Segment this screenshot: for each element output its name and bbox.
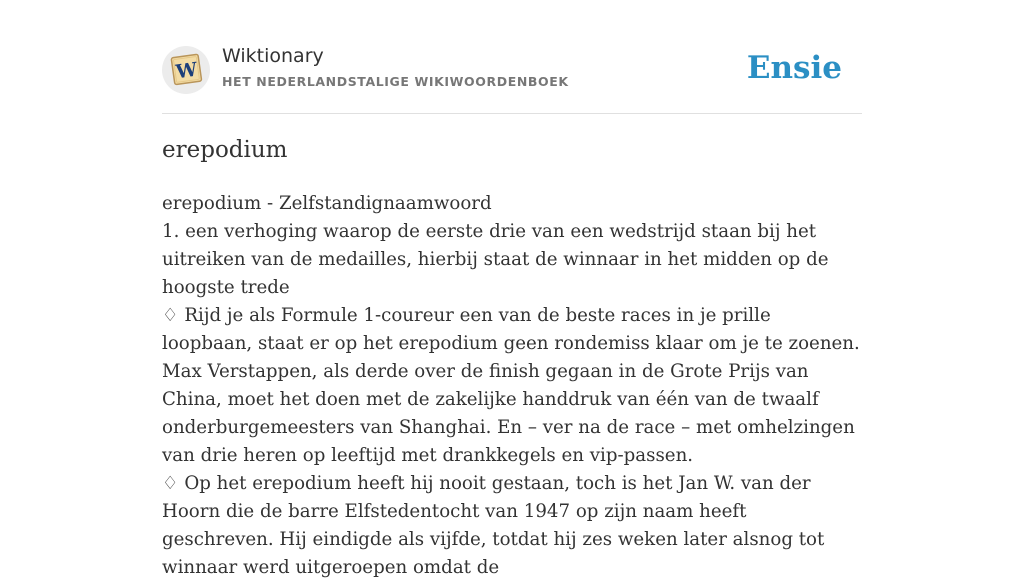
entry-title: erepodium	[162, 137, 288, 163]
logo-letter: W	[174, 58, 199, 84]
entry-content	[162, 190, 862, 582]
page	[162, 0, 862, 578]
example-text: Op het erepodium heeft hij nooit gestaan, toch is het Jan W. van der Hoorn die de barre Elfstedentocht van 1947 op zijn naam heeft geschreven. Hij eindigde als vijfde, totdat hij zes weken later alsnog tot winnaar werd uitgeroepen omdat de	[162, 473, 825, 578]
entry-definition: 1. een verhoging waarop de eerste drie van een wedstrijd staan bij het uitreiken van de medailles, hierbij staat de winnaar in het midden op de hoogste trede	[162, 221, 829, 298]
site-subtitle: HET NEDERLANDSTALIGE WIKIWOORDENBOEK	[222, 74, 569, 89]
site-header	[162, 0, 862, 114]
site-title[interactable]: Wiktionary	[222, 45, 324, 67]
diamond-icon: ♢	[162, 305, 179, 326]
wiktionary-tile-icon	[162, 46, 210, 94]
example-item	[162, 470, 862, 582]
diamond-icon: ♢	[162, 473, 179, 494]
example-text: Rijd je als Formule 1-coureur een van de beste races in je prille loopbaan, staat er op het erepodium geen rondemiss klaar om je te zoenen. Max Verstappen, als derde over de finish gegaan in de Grote Prijs van China, moet het doen met de zakelijke handdruk van één van de twaalf onderburgemeesters van Shanghai. En – ver na de race – met omhelzingen van drie heren op leeftijd met drankkegels en vip-passen.	[162, 305, 860, 466]
wiktionary-logo-icon[interactable]	[162, 46, 210, 94]
entry-heading: erepodium - Zelfstandignaamwoord	[162, 193, 492, 214]
example-item	[162, 302, 862, 470]
ensie-brand-link[interactable]: Ensie	[746, 50, 842, 86]
